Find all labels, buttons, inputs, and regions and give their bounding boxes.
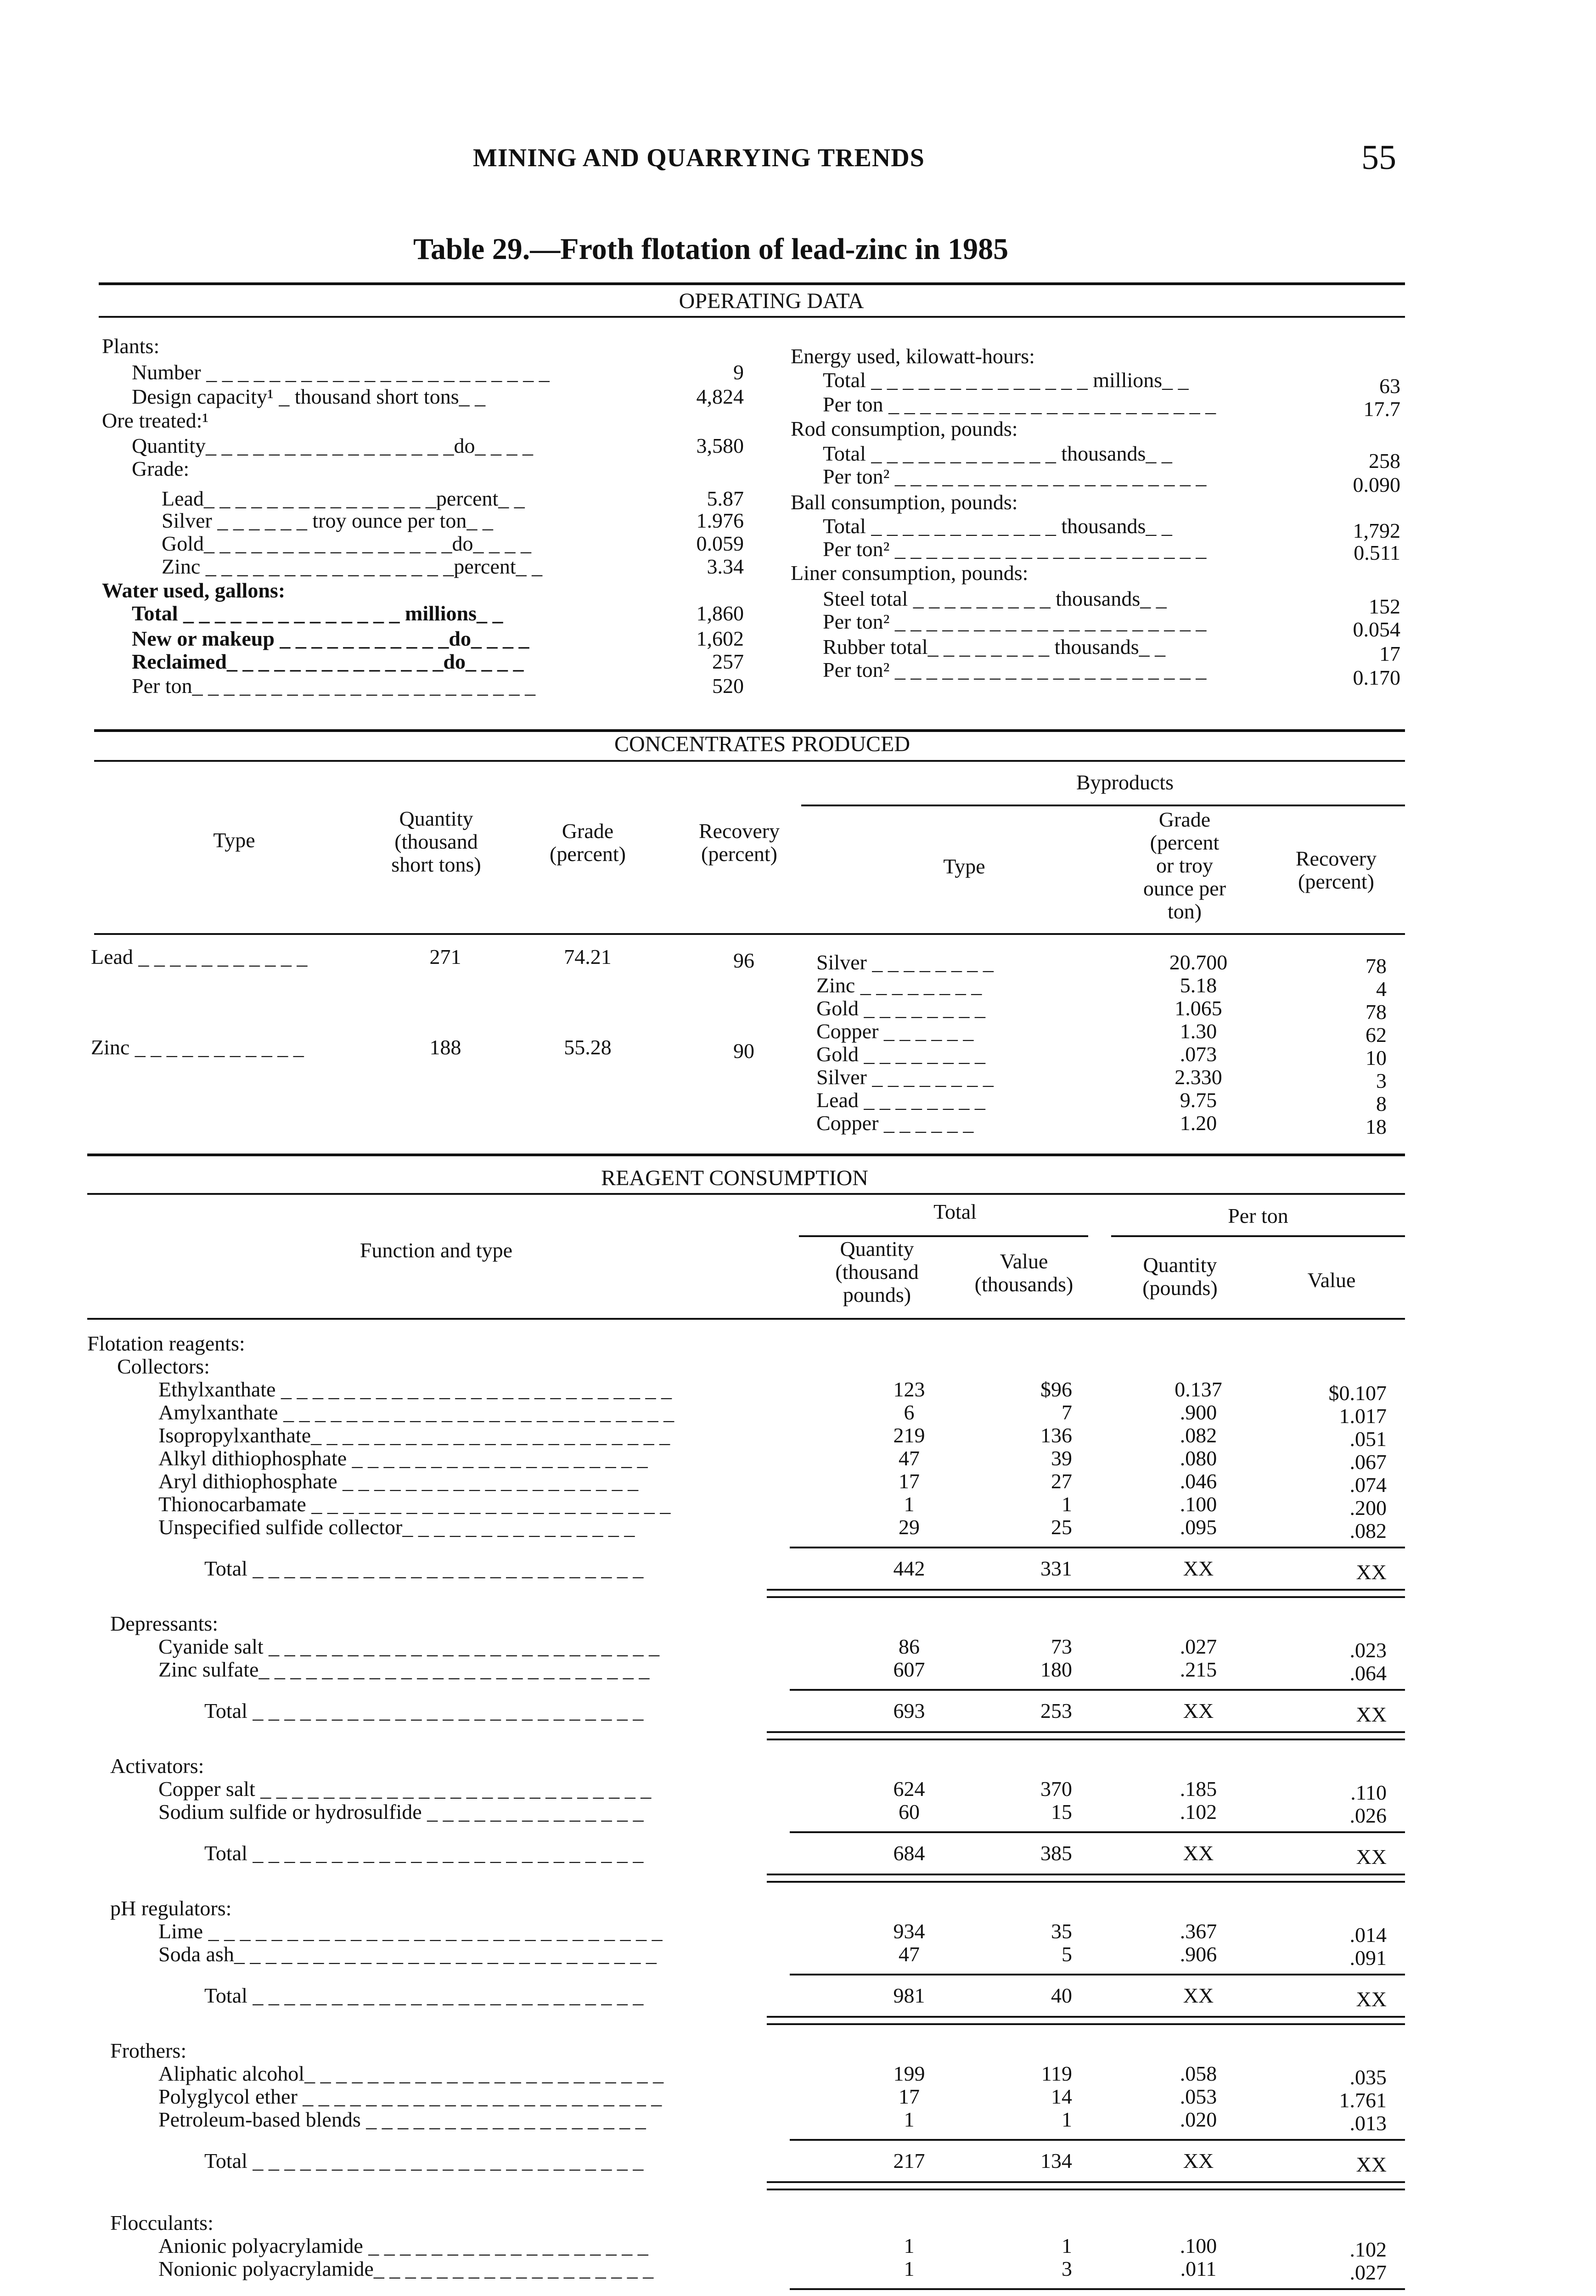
operating-left-value: 0.059 [696,532,744,555]
reagent-group-name: Activators: [110,1754,204,1778]
reagent-header-pt-quantity: Quantity (pounds) [1142,1253,1218,1300]
reagent-total-pt-quantity: XX [1183,1841,1214,1865]
reagent-total-pt-value: XX [1356,1560,1387,1584]
reagent-item-pt-value: .023 [1349,1638,1387,1662]
operating-left-label: Silver _ _ _ _ _ _ troy ounce per ton_ _ [162,509,493,532]
reagent-item-pt-quantity: .046 [1180,1469,1217,1493]
rule-reagent-header-bottom [87,1318,1405,1320]
reagent-item-pt-value: .027 [1349,2261,1387,2284]
byproduct-header-recovery: Recovery (percent) [1295,847,1377,893]
reagent-item-pt-value: .110 [1350,1781,1387,1804]
reagent-item-quantity: 47 [899,1942,920,1966]
rule-conc-header-bottom [94,933,1405,935]
reagent-subtotal-rule [790,2288,1405,2290]
reagent-item-value: $96 [1040,1378,1072,1401]
byproduct-recovery: 4 [1376,977,1387,1001]
reagent-item-pt-value: .051 [1349,1427,1387,1451]
rule-operating [99,316,1405,318]
reagent-total-double-rule-a [767,2181,1405,2183]
reagent-item-pt-quantity: .058 [1180,2062,1217,2085]
reagent-item-label: Ethylxanthate _ _ _ _ _ _ _ _ _ _ _ _ _ _ _ _ _ _ _ _ _ _ _ _ _ [158,1378,672,1401]
rule-concentrates [94,760,1405,762]
operating-right-label: Steel total _ _ _ _ _ _ _ _ _ thousands_ _ [823,587,1167,610]
reagent-total-value: 40 [1051,1984,1072,2007]
flotation-reagents-label: Flotation reagents: [87,1332,245,1355]
reagent-section-title: REAGENT CONSUMPTION [601,1166,868,1190]
byproduct-type: Silver _ _ _ _ _ _ _ _ [816,951,994,974]
reagent-item-pt-quantity: .100 [1180,1492,1217,1516]
reagent-item-pt-quantity: 0.137 [1175,1378,1222,1401]
reagent-total-double-rule-a [767,1731,1405,1733]
reagent-item-label: Zinc sulfate_ _ _ _ _ _ _ _ _ _ _ _ _ _ _ _ _ _ _ _ _ _ _ _ _ [158,1658,650,1681]
reagent-subtotal-rule [790,1831,1405,1833]
byproduct-grade: 9.75 [1180,1088,1217,1112]
table-title: Table 29.—Froth flotation of lead-zinc in 1985 [413,232,1009,266]
reagent-item-value: 14 [1051,2085,1072,2108]
operating-right-value: 0.170 [1353,666,1400,689]
concentrate-grade: 74.21 [564,945,612,968]
rule-per-ton-group [1111,1235,1405,1237]
reagent-item-value: 1 [1062,1492,1072,1516]
reagent-item-quantity: 86 [899,1635,920,1658]
reagent-item-label: Anionic polyacrylamide _ _ _ _ _ _ _ _ _ _ _ _ _ _ _ _ _ _ [158,2234,648,2257]
reagent-item-pt-value: 1.017 [1339,1404,1387,1428]
reagent-item-pt-value: 1.761 [1339,2088,1387,2112]
reagent-header-total: Total [933,1200,977,1223]
reagent-total-quantity: 442 [893,1557,925,1580]
reagent-item-value: 35 [1051,1919,1072,1943]
reagent-item-label: Soda ash_ _ _ _ _ _ _ _ _ _ _ _ _ _ _ _ _ _ _ _ _ _ _ _ _ _ _ [158,1942,657,1966]
reagent-total-pt-value: XX [1356,1987,1387,2011]
reagent-group-name: Flocculants: [110,2211,214,2234]
reagent-item-pt-value: $0.107 [1328,1381,1387,1405]
conc-header-recovery: Recovery (percent) [698,819,780,866]
page-number: 55 [1361,138,1396,177]
reagent-total-double-rule-b [767,1596,1405,1598]
reagent-total-double-rule-a [767,1874,1405,1875]
reagent-item-value: 15 [1051,1800,1072,1823]
reagent-item-value: 39 [1051,1446,1072,1470]
reagent-total-double-rule-b [767,1881,1405,1883]
byproduct-recovery: 8 [1376,1092,1387,1115]
reagent-item-value: 1 [1062,2234,1072,2257]
reagent-item-quantity: 29 [899,1515,920,1539]
reagent-item-pt-value: .200 [1349,1496,1387,1519]
byproduct-recovery: 78 [1366,1000,1387,1024]
byproduct-grade: .073 [1180,1042,1217,1066]
reagent-item-quantity: 17 [899,2085,920,2108]
rule-byproducts [801,805,1405,806]
operating-right-label: Per ton² _ _ _ _ _ _ _ _ _ _ _ _ _ _ _ _ _ _ _ _ [823,465,1207,488]
operating-right-label: Rubber total_ _ _ _ _ _ _ _ thousands_ _ [823,635,1166,658]
concentrate-recovery: 96 [733,949,754,972]
reagent-item-label: Cyanide salt _ _ _ _ _ _ _ _ _ _ _ _ _ _ _ _ _ _ _ _ _ _ _ _ _ [158,1635,660,1658]
reagent-item-pt-value: .091 [1349,1946,1387,1970]
operating-left-label: Number _ _ _ _ _ _ _ _ _ _ _ _ _ _ _ _ _ _ _ _ _ _ [132,360,550,384]
reagent-item-quantity: 123 [893,1378,925,1401]
rule-top [99,282,1405,285]
reagent-item-value: 370 [1040,1777,1072,1801]
reagent-item-value: 25 [1051,1515,1072,1539]
running-header: MINING AND QUARRYING TRENDS [473,144,925,172]
operating-left-label: New or makeup _ _ _ _ _ _ _ _ _ _ _do_ _ _ _ [132,627,529,650]
byproduct-recovery: 62 [1366,1023,1387,1047]
byproduct-recovery: 10 [1366,1046,1387,1069]
byproduct-type: Gold _ _ _ _ _ _ _ _ [816,1042,985,1066]
concentrates-section-title: CONCENTRATES PRODUCED [614,732,910,756]
operating-right-label: Liner consumption, pounds: [791,561,1028,585]
reagent-item-pt-quantity: .095 [1180,1515,1217,1539]
conc-header-quantity: Quantity (thousand short tons) [391,807,481,876]
reagent-item-pt-quantity: .020 [1180,2108,1217,2131]
reagent-item-pt-value: .067 [1349,1450,1387,1474]
reagent-total-pt-quantity: XX [1183,1699,1214,1722]
reagent-subtotal-rule [790,1974,1405,1975]
reagent-item-pt-quantity: .185 [1180,1777,1217,1801]
reagent-item-quantity: 60 [899,1800,920,1823]
operating-left-label: Zinc _ _ _ _ _ _ _ _ _ _ _ _ _ _ _ _percent_ _ [162,555,543,578]
reagent-header-function: Function and type [360,1238,513,1262]
operating-right-value: 0.511 [1354,541,1400,564]
reagent-item-quantity: 6 [904,1401,915,1424]
byproduct-type: Lead _ _ _ _ _ _ _ _ [816,1088,985,1112]
reagent-item-quantity: 17 [899,1469,920,1493]
operating-left-label: Water used, gallons: [102,579,286,602]
reagent-total-label: Total _ _ _ _ _ _ _ _ _ _ _ _ _ _ _ _ _ _ _ _ _ _ _ _ _ [204,1699,644,1722]
byproduct-header-grade: Grade (percent or troy ounce per ton) [1143,808,1226,923]
reagent-item-pt-quantity: .367 [1180,1919,1217,1943]
operating-right-label: Per ton² _ _ _ _ _ _ _ _ _ _ _ _ _ _ _ _ _ _ _ _ [823,658,1207,681]
reagent-item-quantity: 607 [893,1658,925,1681]
operating-left-label: Reclaimed_ _ _ _ _ _ _ _ _ _ _ _ _ _do_ _ _ _ [132,650,524,673]
reagent-item-value: 119 [1041,2062,1072,2085]
reagent-item-pt-quantity: .080 [1180,1446,1217,1470]
reagent-item-label: Sodium sulfide or hydrosulfide _ _ _ _ _ _ _ _ _ _ _ _ _ _ [158,1800,644,1823]
operating-left-value: 257 [712,650,744,673]
operating-right-value: 0.054 [1353,618,1400,641]
rule-reagent [87,1193,1405,1195]
operating-left-label: Gold_ _ _ _ _ _ _ _ _ _ _ _ _ _ _ _do_ _ _ _ [162,532,531,555]
reagent-item-pt-quantity: .082 [1180,1424,1217,1447]
byproduct-type: Copper _ _ _ _ _ _ [816,1019,974,1043]
byproduct-type: Silver _ _ _ _ _ _ _ _ [816,1065,994,1089]
reagent-total-double-rule-b [767,1739,1405,1740]
reagent-total-value: 385 [1040,1841,1072,1865]
reagent-item-quantity: 1 [904,2257,915,2280]
reagent-item-pt-value: .026 [1349,1804,1387,1827]
reagent-item-pt-value: .074 [1349,1473,1387,1497]
operating-left-value: 1,602 [696,627,744,650]
reagent-item-pt-quantity: .906 [1180,1942,1217,1966]
operating-right-value: 17.7 [1363,397,1400,421]
reagent-item-value: 3 [1062,2257,1072,2280]
concentrate-grade: 55.28 [564,1035,612,1059]
concentrate-quantity: 271 [429,945,461,968]
reagent-total-double-rule-b [767,2189,1405,2190]
reagent-item-label: Aliphatic alcohol_ _ _ _ _ _ _ _ _ _ _ _ _ _ _ _ _ _ _ _ _ _ _ [158,2062,664,2085]
operating-left-label: Design capacity¹ _ thousand short tons_ _ [132,385,486,408]
reagent-item-value: 5 [1062,1942,1072,1966]
reagent-total-label: Total _ _ _ _ _ _ _ _ _ _ _ _ _ _ _ _ _ _ _ _ _ _ _ _ _ [204,1984,644,2007]
byproduct-recovery: 18 [1366,1115,1387,1138]
reagent-item-label: Amylxanthate _ _ _ _ _ _ _ _ _ _ _ _ _ _ _ _ _ _ _ _ _ _ _ _ _ [158,1401,674,1424]
reagent-item-quantity: 1 [904,2234,915,2257]
reagent-item-label: Copper salt _ _ _ _ _ _ _ _ _ _ _ _ _ _ _ _ _ _ _ _ _ _ _ _ _ [158,1777,652,1801]
reagent-item-pt-quantity: .027 [1180,1635,1217,1658]
reagent-total-value: 253 [1040,1699,1072,1722]
reagent-item-pt-value: .102 [1349,2238,1387,2261]
reagent-total-double-rule-a [767,2016,1405,2018]
operating-right-label: Ball consumption, pounds: [791,490,1018,514]
reagent-total-quantity: 981 [893,1984,925,2007]
byproduct-type: Gold _ _ _ _ _ _ _ _ [816,996,985,1020]
operating-right-label: Per ton² _ _ _ _ _ _ _ _ _ _ _ _ _ _ _ _ _ _ _ _ [823,610,1207,633]
operating-left-label: Plants: [102,334,160,358]
reagent-item-label: Thionocarbamate _ _ _ _ _ _ _ _ _ _ _ _ _ _ _ _ _ _ _ _ _ _ _ [158,1492,671,1516]
reagent-total-label: Total _ _ _ _ _ _ _ _ _ _ _ _ _ _ _ _ _ _ _ _ _ _ _ _ _ [204,1841,644,1865]
reagent-item-pt-value: .014 [1349,1923,1387,1947]
reagent-item-pt-value: .064 [1349,1661,1387,1685]
byproduct-recovery: 78 [1366,954,1387,978]
reagent-item-pt-quantity: .053 [1180,2085,1217,2108]
reagent-item-value: 7 [1062,1401,1072,1424]
byproduct-grade: 1.065 [1175,996,1222,1020]
reagent-item-pt-quantity: .011 [1180,2257,1217,2280]
reagent-total-pt-quantity: XX [1183,2149,1214,2172]
reagent-item-label: Polyglycol ether _ _ _ _ _ _ _ _ _ _ _ _ _ _ _ _ _ _ _ _ _ _ _ [158,2085,662,2108]
byproduct-grade: 20.700 [1169,951,1228,974]
operating-right-label: Total _ _ _ _ _ _ _ _ _ _ _ _ thousands_ _ [823,514,1172,538]
byproducts-header: Byproducts [1076,771,1174,794]
reagent-item-pt-quantity: .102 [1180,1800,1217,1823]
reagent-item-value: 1 [1062,2108,1072,2131]
reagent-item-pt-quantity: .900 [1180,1401,1217,1424]
operating-left-label: Lead_ _ _ _ _ _ _ _ _ _ _ _ _ _ _percent_ _ [162,487,525,510]
reagent-total-value: 331 [1040,1557,1072,1580]
reagent-total-double-rule-a [767,1589,1405,1591]
reagent-item-label: Petroleum-based blends _ _ _ _ _ _ _ _ _ _ _ _ _ _ _ _ _ _ [158,2108,646,2131]
reagent-item-pt-value: .035 [1349,2065,1387,2089]
reagent-item-pt-quantity: .215 [1180,1658,1217,1681]
reagent-item-value: 27 [1051,1469,1072,1493]
reagent-item-quantity: 934 [893,1919,925,1943]
reagent-total-double-rule-b [767,2023,1405,2025]
rule-reagent-top [87,1154,1405,1156]
reagent-total-label: Total _ _ _ _ _ _ _ _ _ _ _ _ _ _ _ _ _ _ _ _ _ _ _ _ _ [204,1557,644,1580]
operating-left-value: 9 [733,360,744,384]
reagent-total-quantity: 693 [893,1699,925,1722]
operating-right-value: 0.090 [1353,473,1400,496]
reagent-total-pt-quantity: XX [1183,1557,1214,1580]
reagent-subtotal-rule [790,1689,1405,1691]
reagent-total-pt-value: XX [1356,1703,1387,1726]
operating-left-value: 520 [712,674,744,698]
byproduct-header-type: Type [943,855,985,878]
reagent-header-per-ton: Per ton [1228,1204,1288,1227]
reagent-header-quantity: Quantity (thousand pounds) [835,1237,919,1306]
operating-right-value: 1,792 [1353,519,1400,542]
reagent-item-pt-value: .013 [1349,2111,1387,2135]
concentrate-quantity: 188 [429,1035,461,1059]
operating-right-value: 258 [1369,449,1400,473]
reagent-total-label: Total _ _ _ _ _ _ _ _ _ _ _ _ _ _ _ _ _ _ _ _ _ _ _ _ _ [204,2149,644,2172]
reagent-total-value: 134 [1040,2149,1072,2172]
reagent-item-pt-quantity: .100 [1180,2234,1217,2257]
reagent-item-quantity: 47 [899,1446,920,1470]
reagent-group-name: Frothers: [110,2039,187,2062]
reagent-group-name: Collectors: [117,1355,210,1378]
byproduct-grade: 2.330 [1175,1065,1222,1089]
reagent-item-quantity: 1 [904,1492,915,1516]
reagent-item-label: Aryl dithiophosphate _ _ _ _ _ _ _ _ _ _ _ _ _ _ _ _ _ _ _ [158,1469,639,1493]
reagent-item-quantity: 1 [904,2108,915,2131]
operating-right-label: Total _ _ _ _ _ _ _ _ _ _ _ _ _ _ millions_ _ [823,368,1189,392]
reagent-total-pt-value: XX [1356,2153,1387,2176]
operating-left-value: 1,860 [696,602,744,625]
reagent-group-name: Depressants: [110,1612,219,1635]
reagent-item-label: Unspecified sulfide collector_ _ _ _ _ _ _ _ _ _ _ _ _ _ _ [158,1515,635,1539]
operating-right-value: 152 [1369,595,1400,618]
operating-left-label: Grade: [132,457,190,480]
operating-left-value: 4,824 [696,385,744,408]
conc-header-grade: Grade (percent) [550,819,626,866]
byproduct-grade: 1.20 [1180,1111,1217,1135]
operating-right-label: Per ton _ _ _ _ _ _ _ _ _ _ _ _ _ _ _ _ _ _ _ _ _ [823,393,1216,416]
reagent-total-quantity: 217 [893,2149,925,2172]
operating-right-label: Energy used, kilowatt-hours: [791,344,1035,368]
byproduct-type: Zinc _ _ _ _ _ _ _ _ [816,974,982,997]
operating-section-title: OPERATING DATA [679,289,864,313]
operating-left-label: Per ton_ _ _ _ _ _ _ _ _ _ _ _ _ _ _ _ _ _ _ _ _ _ [132,674,536,698]
operating-left-value: 5.87 [707,487,744,510]
operating-right-value: 17 [1379,642,1400,665]
concentrate-type: Zinc _ _ _ _ _ _ _ _ _ _ _ [91,1035,304,1059]
reagent-item-label: Isopropylxanthate_ _ _ _ _ _ _ _ _ _ _ _ _ _ _ _ _ _ _ _ _ _ _ [158,1424,670,1447]
conc-header-type: Type [213,828,255,852]
operating-right-label: Rod consumption, pounds: [791,417,1018,440]
byproduct-recovery: 3 [1376,1069,1387,1092]
reagent-item-pt-value: .082 [1349,1519,1387,1542]
reagent-total-pt-value: XX [1356,1845,1387,1868]
reagent-subtotal-rule [790,1547,1405,1548]
operating-left-value: 3,580 [696,434,744,457]
reagent-item-label: Alkyl dithiophosphate _ _ _ _ _ _ _ _ _ _ _ _ _ _ _ _ _ _ _ [158,1446,648,1470]
reagent-item-value: 73 [1051,1635,1072,1658]
reagent-subtotal-rule [790,2139,1405,2141]
operating-left-label: Total _ _ _ _ _ _ _ _ _ _ _ _ _ _ millions_ _ [132,602,503,625]
reagent-item-quantity: 199 [893,2062,925,2085]
operating-right-label: Total _ _ _ _ _ _ _ _ _ _ _ _ thousands_ _ [823,442,1172,465]
operating-left-label: Quantity_ _ _ _ _ _ _ _ _ _ _ _ _ _ _ _do_ _ _ _ [132,434,533,457]
reagent-item-value: 180 [1040,1658,1072,1681]
operating-left-label: Ore treated:¹ [102,409,209,432]
reagent-total-quantity: 684 [893,1841,925,1865]
reagent-group-name: pH regulators: [110,1896,232,1920]
byproduct-type: Copper _ _ _ _ _ _ [816,1111,974,1135]
reagent-item-value: 136 [1040,1424,1072,1447]
operating-right-label: Per ton² _ _ _ _ _ _ _ _ _ _ _ _ _ _ _ _ _ _ _ _ [823,537,1207,561]
reagent-item-quantity: 624 [893,1777,925,1801]
byproduct-grade: 5.18 [1180,974,1217,997]
operating-left-value: 3.34 [707,555,744,578]
reagent-header-value: Value (thousands) [974,1249,1073,1296]
operating-left-value: 1.976 [696,509,744,532]
concentrate-type: Lead _ _ _ _ _ _ _ _ _ _ _ [91,945,308,968]
reagent-total-pt-quantity: XX [1183,1984,1214,2007]
reagent-item-label: Lime _ _ _ _ _ _ _ _ _ _ _ _ _ _ _ _ _ _ _ _ _ _ _ _ _ _ _ _ _ [158,1919,663,1943]
concentrate-recovery: 90 [733,1039,754,1063]
reagent-item-quantity: 219 [893,1424,925,1447]
byproduct-grade: 1.30 [1180,1019,1217,1043]
reagent-header-pt-value: Value [1307,1268,1356,1292]
reagent-item-label: Nonionic polyacrylamide_ _ _ _ _ _ _ _ _ _ _ _ _ _ _ _ _ _ [158,2257,654,2280]
operating-right-value: 63 [1379,374,1400,398]
